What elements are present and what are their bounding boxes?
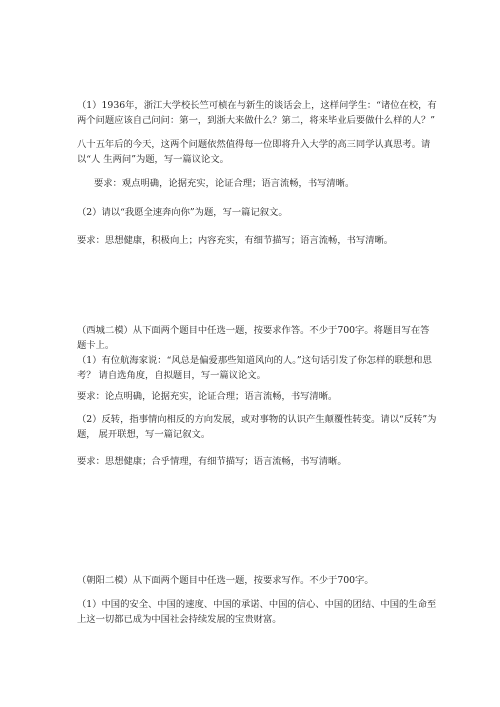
prompt-china-wealth: （1）中国的安全、中国的速度、中国的承诺、中国的信心、中国的团结、中国的生命至上这一切都已成为中国社会持续发展的宝贵财富。 (77, 599, 437, 625)
prompt-navigator-quote: （1）有位航海家说：“风总是偏爱那些知道风向的人。”这句话引发了你怎样的联想和思考？ 请自选角度，自拟题目，写一篇议论文。 (77, 355, 432, 381)
prompt-1936-task: 八十五年后的今天，这两个问题依然值得每一位即将升入大学的高三同学认真思考。请以“人 生两问”为题，写一篇议论文。 (77, 139, 431, 165)
requirement-narrative: 要求：思想健康，积极向上；内容充实，有细节描写；语言流畅，书写清晰。 (77, 235, 394, 246)
prompt-reversal: （2）反转，指事情向相反的方向发展，或对事物的认识产生颠覆性转变。请以“反转”为题， 展开联想，写一篇记叙文。 (77, 414, 437, 440)
prompt-narrative-title: （2）请以“我愿全速奔向你”为题，写一篇记叙文。 (77, 207, 288, 218)
section-heading-xicheng: （西城二模）从下面两个题目中任选一题，按要求作答。不少于700字。将题目写在答题卡上。 (77, 325, 430, 351)
requirement-narrative: 要求：思想健康；合乎情理，有细节描写；语言流畅，书写清晰。 (77, 456, 347, 467)
section-heading-chaoyang: （朝阳二模）从下面两个题目中任选一题，按要求写作。不少于700字。 (77, 575, 374, 586)
prompt-1936-question: （1）1936年，浙江大学校长竺可桢在与新生的谈话会上，这样问学生：“诸位在校，有两个问题应该自己问问：第一，到浙大来做什么？第二，将来毕业后要做什么样的人？” (77, 100, 437, 126)
requirement-argumentative: 要求：观点明确，论据充实，论证合理；语言流畅，书写清晰。 (94, 178, 355, 189)
requirement-argumentative: 要求：论点明确，论据充实，论证合理；语言流畅，书写清晰。 (77, 391, 338, 402)
